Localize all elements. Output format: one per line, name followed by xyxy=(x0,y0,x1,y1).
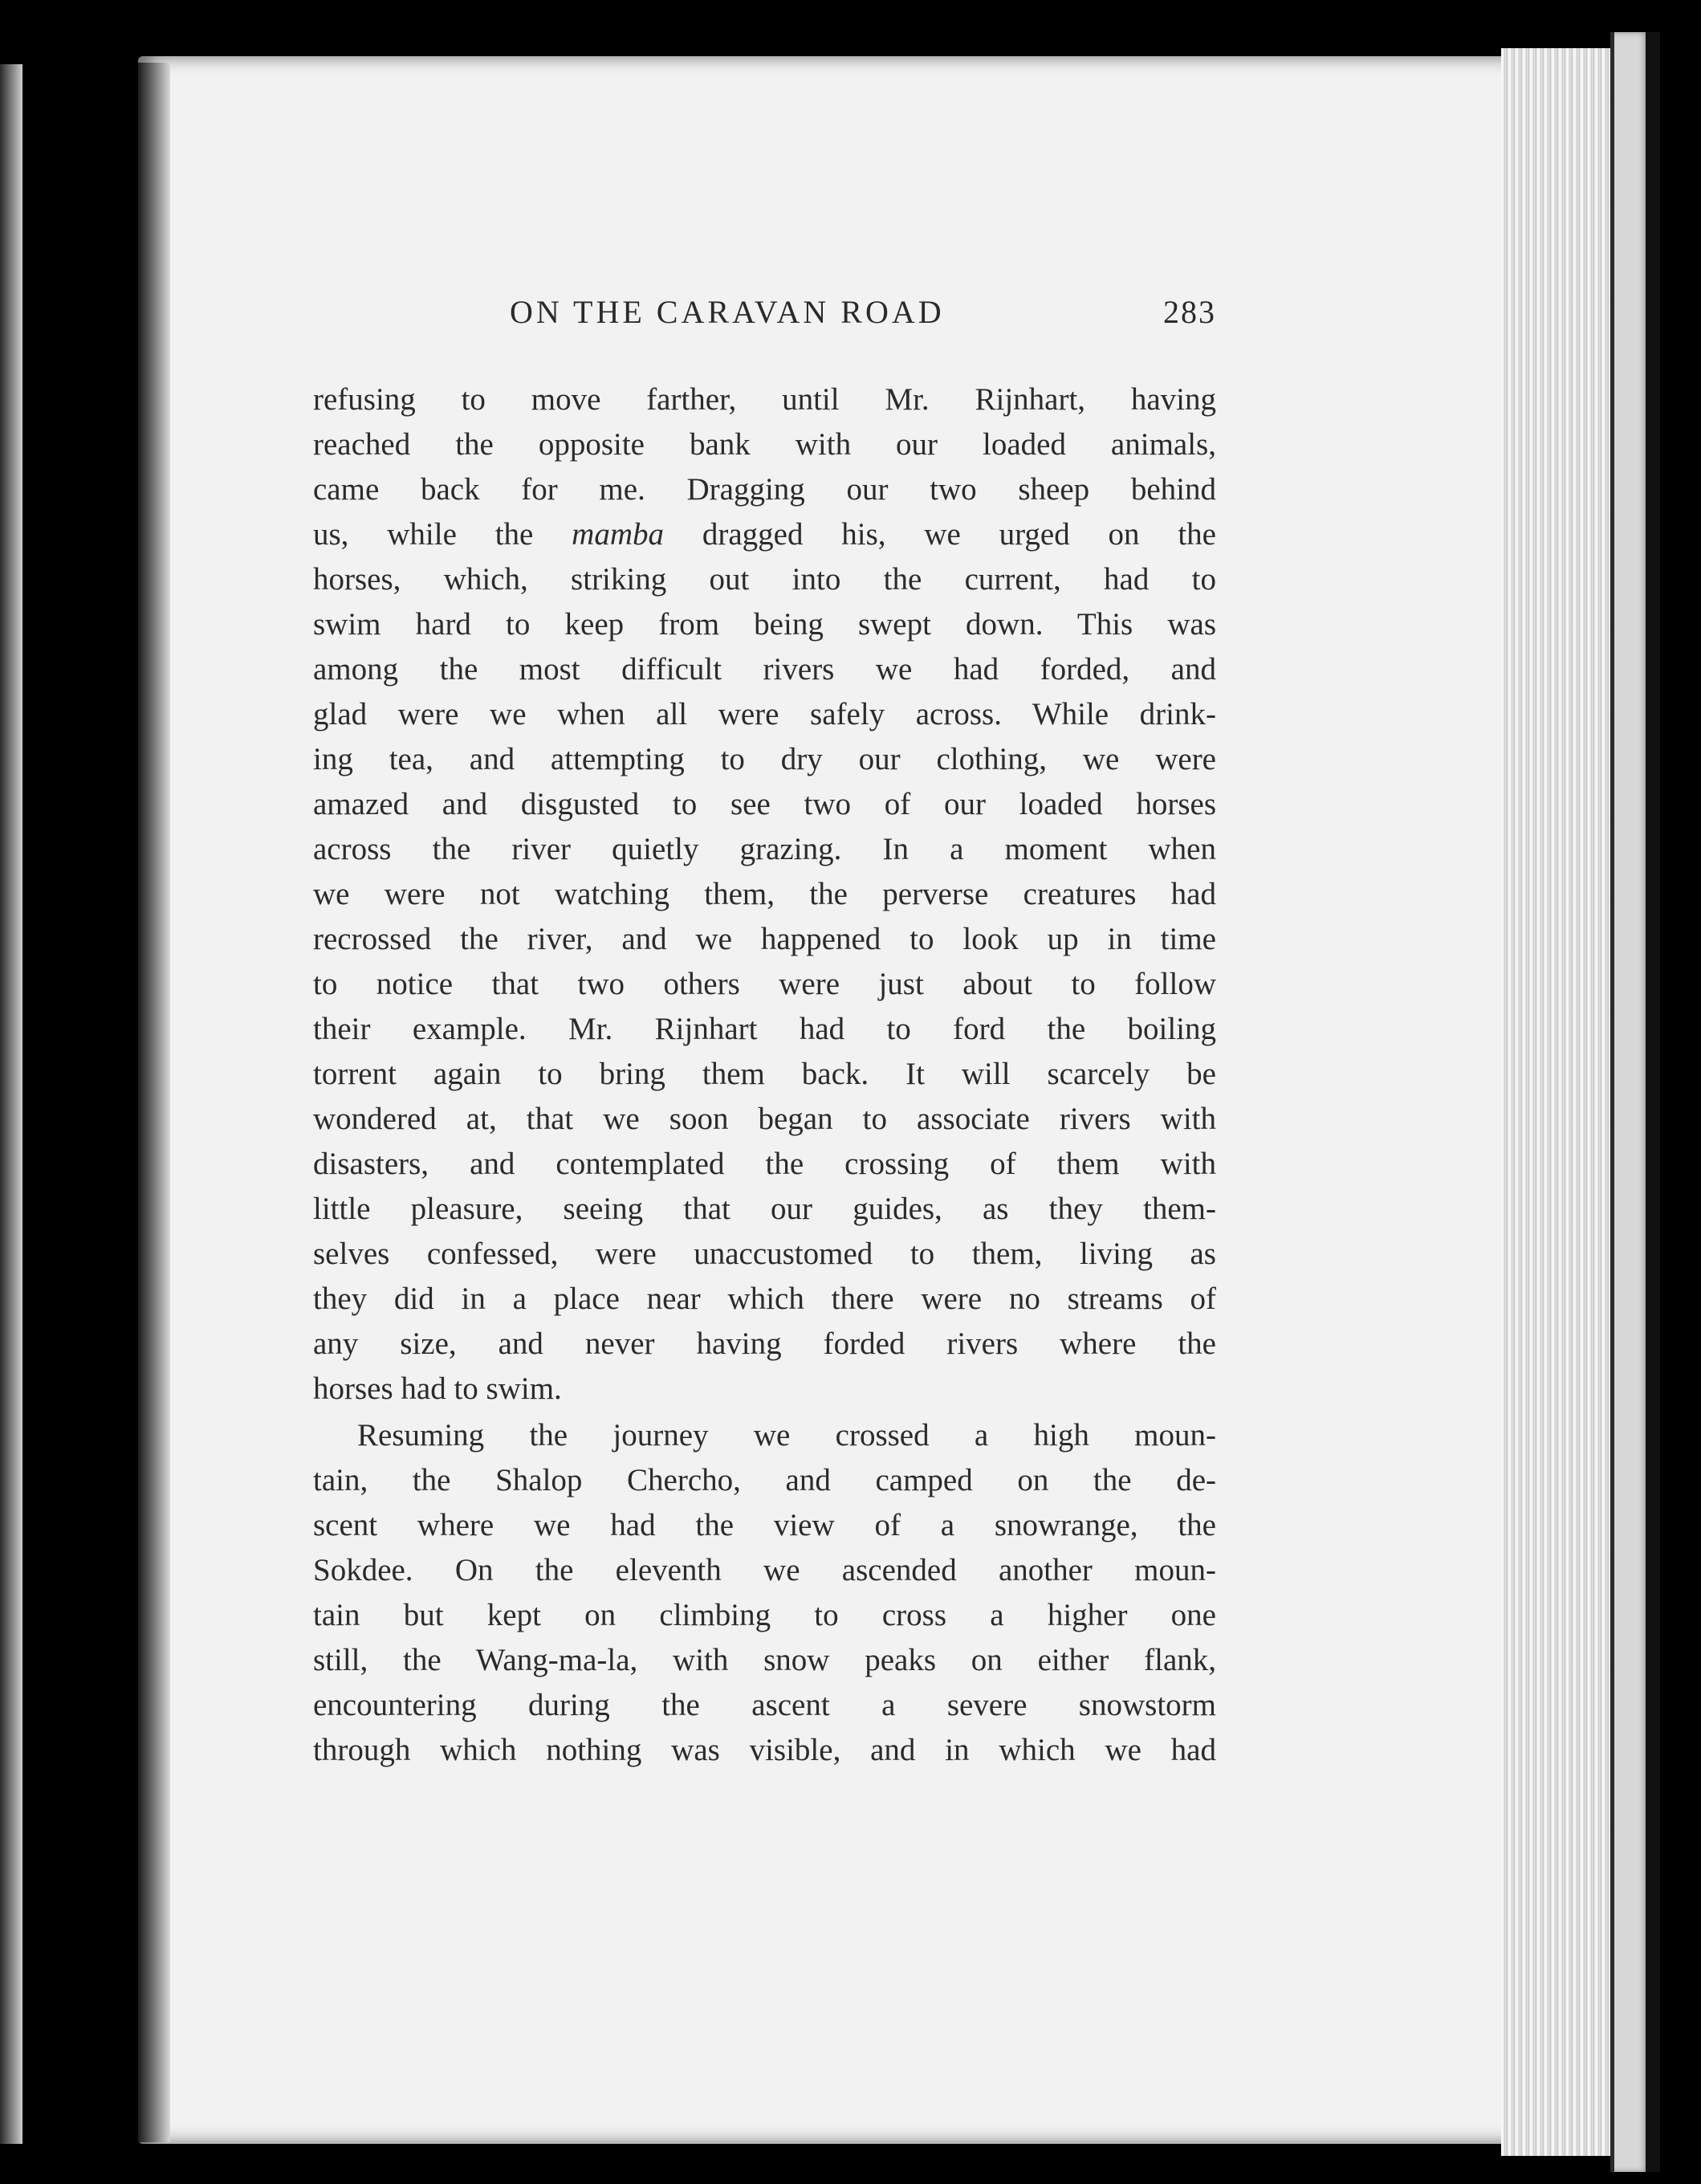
text-line: their example. Mr. Rijnhart had to ford the boiling xyxy=(313,1012,1216,1046)
text-line: disasters, and contemplated the crossing of them with xyxy=(313,1147,1216,1181)
text-line: to notice that two others were just about to follow xyxy=(313,967,1216,1001)
text-line: scent where we had the view of a snowrange, the xyxy=(313,1508,1216,1542)
paragraph-2 xyxy=(313,1413,1216,1773)
text-line: us, while the mamba dragged his, we urged on the xyxy=(313,517,1216,552)
text-line: any size, and never having forded rivers where the xyxy=(313,1326,1216,1361)
text-line: Sokdee. On the eleventh we ascended another moun- xyxy=(313,1553,1216,1587)
text-line: horses, which, striking out into the current, had to xyxy=(313,562,1216,597)
binding-gutter xyxy=(138,63,170,2142)
text-line: ing tea, and attempting to dry our clothing, we were xyxy=(313,742,1216,776)
text-line: recrossed the river, and we happened to look up in time xyxy=(313,922,1216,956)
text-line: glad were we when all were safely across. While drink- xyxy=(313,697,1216,731)
running-head: ON THE CARAVAN ROAD xyxy=(510,294,945,330)
text-line: through which nothing was visible, and in which we had xyxy=(313,1733,1216,1767)
text-line: torrent again to bring them back. It will scarcely be xyxy=(313,1057,1216,1091)
text-line: tain, the Shalop Chercho, and camped on the de- xyxy=(313,1463,1216,1497)
text-line: reached the opposite bank with our loaded animals, xyxy=(313,427,1216,462)
text-line: among the most difficult rivers we had forded, and xyxy=(313,652,1216,687)
text-line: they did in a place near which there were no streams of xyxy=(313,1281,1216,1316)
text-line: wondered at, that we soon began to associate rivers with xyxy=(313,1102,1216,1136)
facing-page-edge xyxy=(0,64,22,2144)
text-line: encountering during the ascent a severe snowstorm xyxy=(313,1688,1216,1722)
paragraph-1 xyxy=(313,377,1216,1412)
cover-edge-shadow xyxy=(1646,32,1660,2172)
text-line: little pleasure, seeing that our guides, as they them- xyxy=(313,1192,1216,1226)
page-header xyxy=(309,293,1216,349)
book-cover-board xyxy=(1610,32,1650,2172)
page-stack-edges xyxy=(1501,48,1614,2156)
text-line: swim hard to keep from being swept down. This was xyxy=(313,607,1216,642)
text-line: tain but kept on climbing to cross a higher one xyxy=(313,1598,1216,1632)
text-line: refusing to move farther, until Mr. Rijnhart, having xyxy=(313,382,1216,417)
text-line: amazed and disgusted to see two of our loaded horses xyxy=(313,787,1216,821)
text-line: horses had to swim. xyxy=(313,1371,562,1406)
body-text xyxy=(313,377,1216,1773)
page-number: 283 xyxy=(1163,294,1216,330)
text-line: we were not watching them, the perverse creatures had xyxy=(313,877,1216,911)
text-line: across the river quietly grazing. In a moment when xyxy=(313,832,1216,866)
italic-term: mamba xyxy=(572,517,665,552)
text-line: came back for me. Dragging our two sheep behind xyxy=(313,472,1216,507)
text-line: Resuming the journey we crossed a high moun- xyxy=(357,1418,1216,1453)
text-line: selves confessed, were unaccustomed to them, living as xyxy=(313,1237,1216,1271)
text-line: still, the Wang-ma-la, with snow peaks on either flank, xyxy=(313,1643,1216,1677)
